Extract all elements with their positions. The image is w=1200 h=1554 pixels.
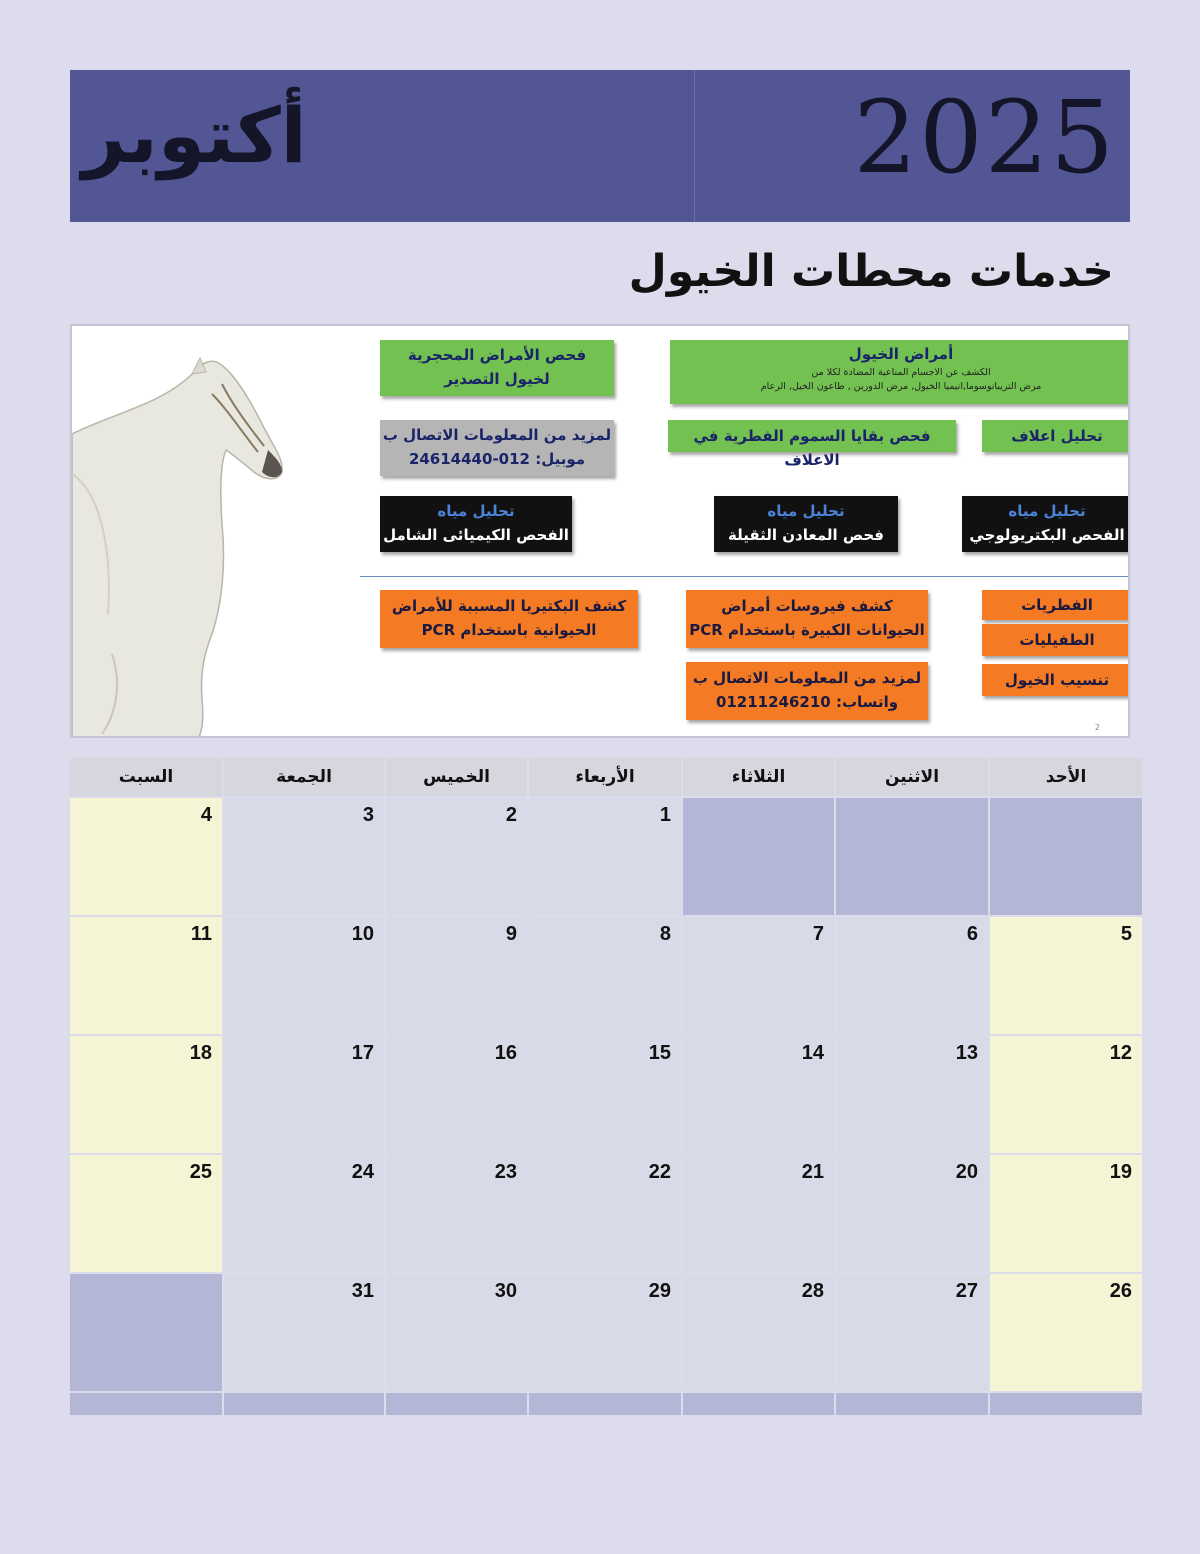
water-chemical-line2: الفحص الكيميائى الشامل [383, 526, 569, 544]
empty-day-cell [836, 798, 988, 915]
water-bacteriology-line1: تحليل مياه [1008, 502, 1086, 520]
day-header-tue: الثلاثاء [683, 758, 834, 796]
day-cell[interactable] [836, 1155, 988, 1272]
feed-analysis-label: تحليل اعلاف [1011, 427, 1103, 445]
empty-day-cell [70, 1274, 222, 1391]
day-number: 17 [351, 1042, 374, 1064]
empty-day-cell [683, 798, 834, 915]
day-cell[interactable] [70, 798, 222, 915]
day-number: 4 [200, 804, 212, 826]
day-cell[interactable] [386, 1036, 527, 1153]
day-number: 27 [955, 1280, 978, 1302]
bacteria-pcr-line2: الحيوانية باستخدام PCR [421, 621, 597, 639]
fungi-label: الفطريات [1021, 596, 1093, 614]
day-number: 13 [955, 1042, 978, 1064]
water-chemical-box [380, 496, 572, 552]
page-subtitle: خدمات محطات الخيول [628, 246, 1114, 297]
day-cell[interactable] [386, 1155, 527, 1272]
day-cell[interactable] [990, 1274, 1142, 1391]
day-cell[interactable] [529, 1155, 681, 1272]
horse-diseases-line1: الكشف عن الاجسام المناعية المضادة لكلا من [811, 367, 991, 378]
pedigree-label: تنسيب الخيول [1004, 671, 1110, 689]
day-header-sat: السبت [70, 758, 222, 796]
day-number: 22 [648, 1161, 671, 1183]
day-number: 31 [351, 1280, 374, 1302]
day-number: 10 [351, 923, 374, 945]
day-cell[interactable] [683, 1274, 834, 1391]
day-cell[interactable] [529, 1274, 681, 1391]
empty-day-cell [990, 798, 1142, 915]
flyer-page-number: 2 [1094, 723, 1100, 732]
feed-analysis-box [982, 420, 1130, 452]
day-number: 26 [1109, 1280, 1132, 1302]
day-number: 14 [801, 1042, 824, 1064]
quarantine-line2: لخيول التصدير [444, 370, 550, 388]
contact-mobile-line1: لمزيد من المعلومات الاتصال ب [382, 426, 612, 444]
mycotoxin-label: فحص بقايا السموم الفطرية في الاعلاف [693, 427, 931, 469]
day-header-wed: الأربعاء [529, 758, 681, 796]
day-cell[interactable] [529, 1036, 681, 1153]
day-number: 25 [189, 1161, 212, 1183]
fungi-box [982, 590, 1130, 620]
day-cell[interactable] [70, 1155, 222, 1272]
virus-pcr-line2: الحيوانات الكبيرة باستخدام PCR [689, 621, 925, 639]
day-cell[interactable] [224, 798, 384, 915]
day-cell[interactable] [70, 1036, 222, 1153]
day-cell[interactable] [683, 917, 834, 1034]
day-number: 16 [494, 1042, 517, 1064]
virus-pcr-line1: كشف فيروسات أمراض [721, 597, 893, 615]
parasites-label: الطفيليات [1019, 631, 1095, 649]
day-number: 9 [505, 923, 517, 945]
day-number: 7 [812, 923, 824, 945]
parasites-box [982, 624, 1130, 656]
day-number: 1 [659, 804, 671, 826]
day-cell[interactable] [836, 1036, 988, 1153]
water-bacteriology-box [962, 496, 1130, 552]
day-cell[interactable] [224, 1155, 384, 1272]
day-cell[interactable] [990, 1036, 1142, 1153]
day-number: 23 [494, 1161, 517, 1183]
header-divider [694, 70, 695, 222]
contact-mobile-line2: موبيل: 012-24614440 [408, 450, 586, 468]
horse-image [72, 354, 294, 738]
day-cell[interactable] [386, 1274, 527, 1391]
contact-mobile-box [380, 420, 614, 476]
contact-whatsapp-box [686, 662, 928, 720]
pedigree-box [982, 664, 1130, 696]
day-number: 12 [1109, 1042, 1132, 1064]
services-flyer [70, 324, 1130, 738]
horse-diseases-title: أمراض الخيول [848, 345, 954, 363]
calendar-grid [70, 758, 1130, 1404]
virus-pcr-box [686, 590, 928, 648]
mycotoxin-box [668, 420, 956, 469]
day-cell[interactable] [836, 1274, 988, 1391]
day-number: 5 [1120, 923, 1132, 945]
day-cell[interactable] [386, 798, 527, 915]
day-number: 24 [351, 1161, 374, 1183]
day-cell[interactable] [224, 917, 384, 1034]
quarantine-box [380, 340, 614, 396]
section-divider [360, 576, 1130, 577]
month-title: أكتوبر [82, 91, 307, 180]
day-cell[interactable] [683, 1036, 834, 1153]
day-number: 2 [505, 804, 517, 826]
calendar-footer-cell [386, 1393, 527, 1415]
contact-whatsapp-line1: لمزيد من المعلومات الاتصال ب [692, 669, 922, 687]
day-cell[interactable] [683, 1155, 834, 1272]
day-number: 11 [190, 923, 212, 945]
day-number: 20 [955, 1161, 978, 1183]
water-chemical-line1: تحليل مياه [437, 502, 515, 520]
calendar-footer-cell [836, 1393, 988, 1415]
year-title: 2025 [853, 79, 1116, 196]
day-number: 8 [659, 923, 671, 945]
quarantine-line1: فحص الأمراض المحجرية [407, 346, 587, 364]
bacteria-pcr-box [380, 590, 638, 648]
water-heavy-metals-box [714, 496, 898, 552]
day-cell[interactable] [529, 917, 681, 1034]
day-number: 21 [801, 1161, 824, 1183]
day-number: 30 [494, 1280, 517, 1302]
bacteria-pcr-line1: كشف البكتيريا المسببة للأمراض [391, 597, 627, 615]
day-number: 19 [1109, 1161, 1132, 1183]
day-header-mon: الاثنين [836, 758, 988, 796]
day-header-thu: الخميس [386, 758, 527, 796]
day-number: 29 [648, 1280, 671, 1302]
day-cell[interactable] [386, 917, 527, 1034]
calendar-footer-cell [990, 1393, 1142, 1415]
horse-diseases-line2: مرض التريبانوسوما,انيميا الخيول, مرض الدورين , طاعون الخيل, الرعام [760, 381, 1042, 392]
calendar-footer-cell [529, 1393, 681, 1415]
day-number: 28 [801, 1280, 824, 1302]
day-cell[interactable] [224, 1274, 384, 1391]
day-header-sun: الأحد [990, 758, 1142, 796]
calendar-footer-cell [70, 1393, 222, 1415]
contact-whatsapp-line2: واتساب: 01211246210 [715, 693, 899, 711]
day-header-fri: الجمعة [224, 758, 384, 796]
calendar-footer-cell [224, 1393, 384, 1415]
day-number: 6 [966, 923, 978, 945]
day-cell[interactable] [836, 917, 988, 1034]
day-cell[interactable] [990, 917, 1142, 1034]
horse-diseases-box [670, 340, 1130, 404]
day-cell[interactable] [990, 1155, 1142, 1272]
day-cell[interactable] [70, 917, 222, 1034]
header-banner [70, 70, 1130, 222]
day-cell[interactable] [224, 1036, 384, 1153]
day-cell[interactable] [529, 798, 681, 915]
day-number: 3 [362, 804, 374, 826]
water-heavy-metals-line2: فحص المعادن الثقيلة [727, 526, 884, 544]
day-number: 15 [648, 1042, 671, 1064]
calendar-footer-cell [683, 1393, 834, 1415]
water-heavy-metals-line1: تحليل مياه [767, 502, 845, 520]
day-number: 18 [189, 1042, 212, 1064]
water-bacteriology-line2: الفحص البكتريولوجي [969, 526, 1125, 544]
